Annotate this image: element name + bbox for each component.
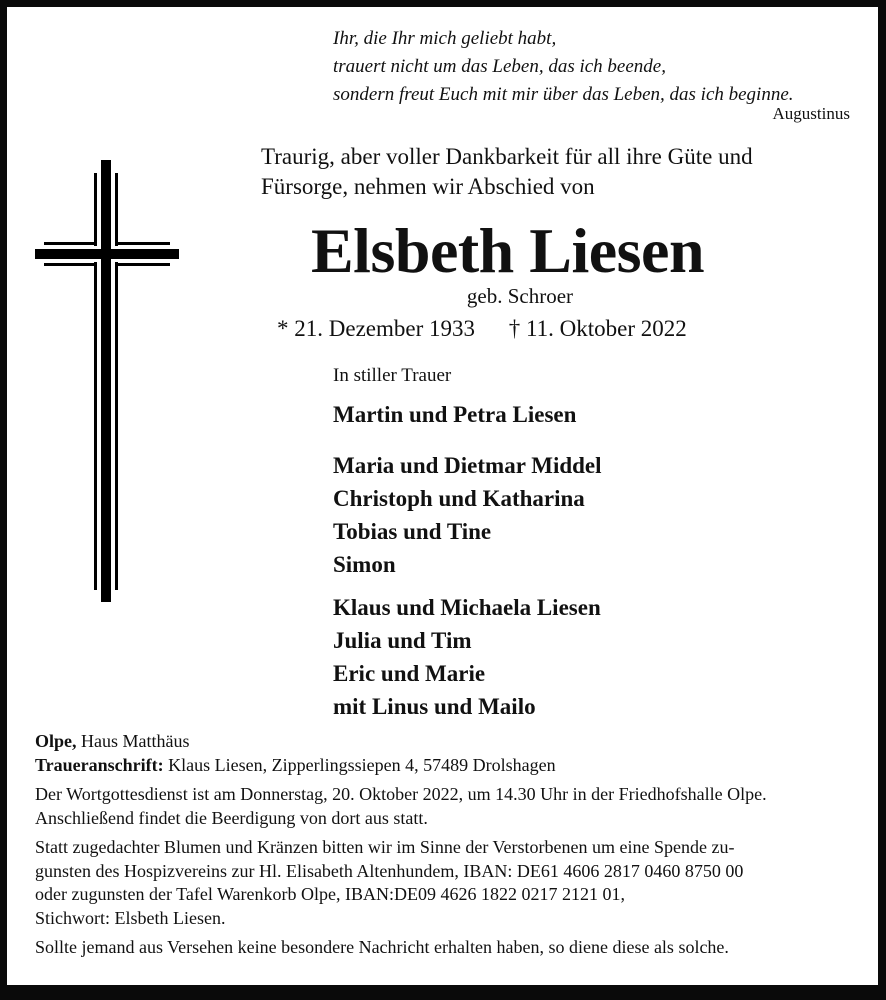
- place-label: Olpe,: [35, 731, 77, 751]
- intro-line: Fürsorge, nehmen wir Abschied von: [261, 174, 595, 199]
- quote-line: Ihr, die Ihr mich geliebt habt,: [333, 28, 557, 49]
- mourner-group: [333, 449, 602, 581]
- mourners-label: In stiller Trauer: [333, 365, 452, 386]
- obituary-card: [7, 7, 878, 985]
- mourner-line: Maria und Dietmar Middel: [333, 453, 602, 478]
- donation-line: Stichwort: Elsbeth Liesen.: [35, 907, 226, 928]
- donation-line: Statt zugedachter Blumen und Kränzen bitten wir im Sinne der Verstorbenen um eine Spende zu-: [35, 837, 735, 857]
- mourner-line: Klaus und Michaela Liesen: [333, 595, 601, 620]
- footer-info: [35, 730, 855, 966]
- place-value: Haus Matthäus: [76, 731, 190, 751]
- death-date: † 11. Oktober 2022: [508, 316, 687, 341]
- mourner-line: Martin und Petra Liesen: [333, 402, 577, 427]
- intro-line: Traurig, aber voller Dankbarkeit für all ihre Güte und: [261, 144, 753, 169]
- mourner-line: Simon: [333, 552, 396, 577]
- place-line: [35, 730, 855, 754]
- mourner-group: [333, 591, 601, 723]
- donation-text: [35, 836, 855, 930]
- notice-text: Sollte jemand aus Versehen keine besondere Nachricht erhalten haben, so diene diese als solche.: [35, 937, 729, 957]
- address-value: Klaus Liesen, Zipperlingssiepen 4, 57489 Drolshagen: [163, 754, 556, 775]
- address-line: [35, 754, 855, 778]
- service-text: Der Wortgottesdienst ist am Donnerstag, 20. Oktober 2022, um 14.30 Uhr in der Friedhofshalle Olpe. Anschließend findet die Beerdigung von dort aus statt.: [35, 784, 767, 828]
- mourner-line: mit Linus und Mailo: [333, 694, 536, 719]
- address-label: Traueranschrift:: [35, 754, 164, 775]
- donation-line: oder zugunsten der Tafel Warenkorb Olpe, IBAN:DE09 4626 1822 0217 2121 01,: [35, 884, 626, 904]
- birth-name: geb. Schroer: [466, 284, 574, 308]
- quote-author: Augustinus: [772, 104, 850, 123]
- deceased-name: Elsbeth Liesen: [310, 215, 705, 286]
- quote-line: trauert nicht um das Leben, das ich beende,: [333, 56, 666, 77]
- mourner-group: [333, 398, 576, 431]
- life-dates: [277, 316, 687, 342]
- quote-line: sondern freut Euch mit mir über das Leben, das ich beginne.: [333, 84, 794, 105]
- donation-line: gunsten des Hospizvereins zur Hl. Elisabeth Altenhundem, IBAN: DE61 4606 2817 0460 8750 00: [35, 860, 744, 881]
- intro-text: [261, 142, 753, 202]
- mourner-line: Christoph und Katharina: [333, 486, 585, 511]
- birth-date: * 21. Dezember 1933: [277, 316, 475, 341]
- mourner-line: Tobias und Tine: [333, 519, 492, 544]
- epigraph-quote: [333, 25, 794, 109]
- mourner-line: Julia und Tim: [333, 628, 472, 653]
- mourner-line: Eric und Marie: [333, 661, 486, 686]
